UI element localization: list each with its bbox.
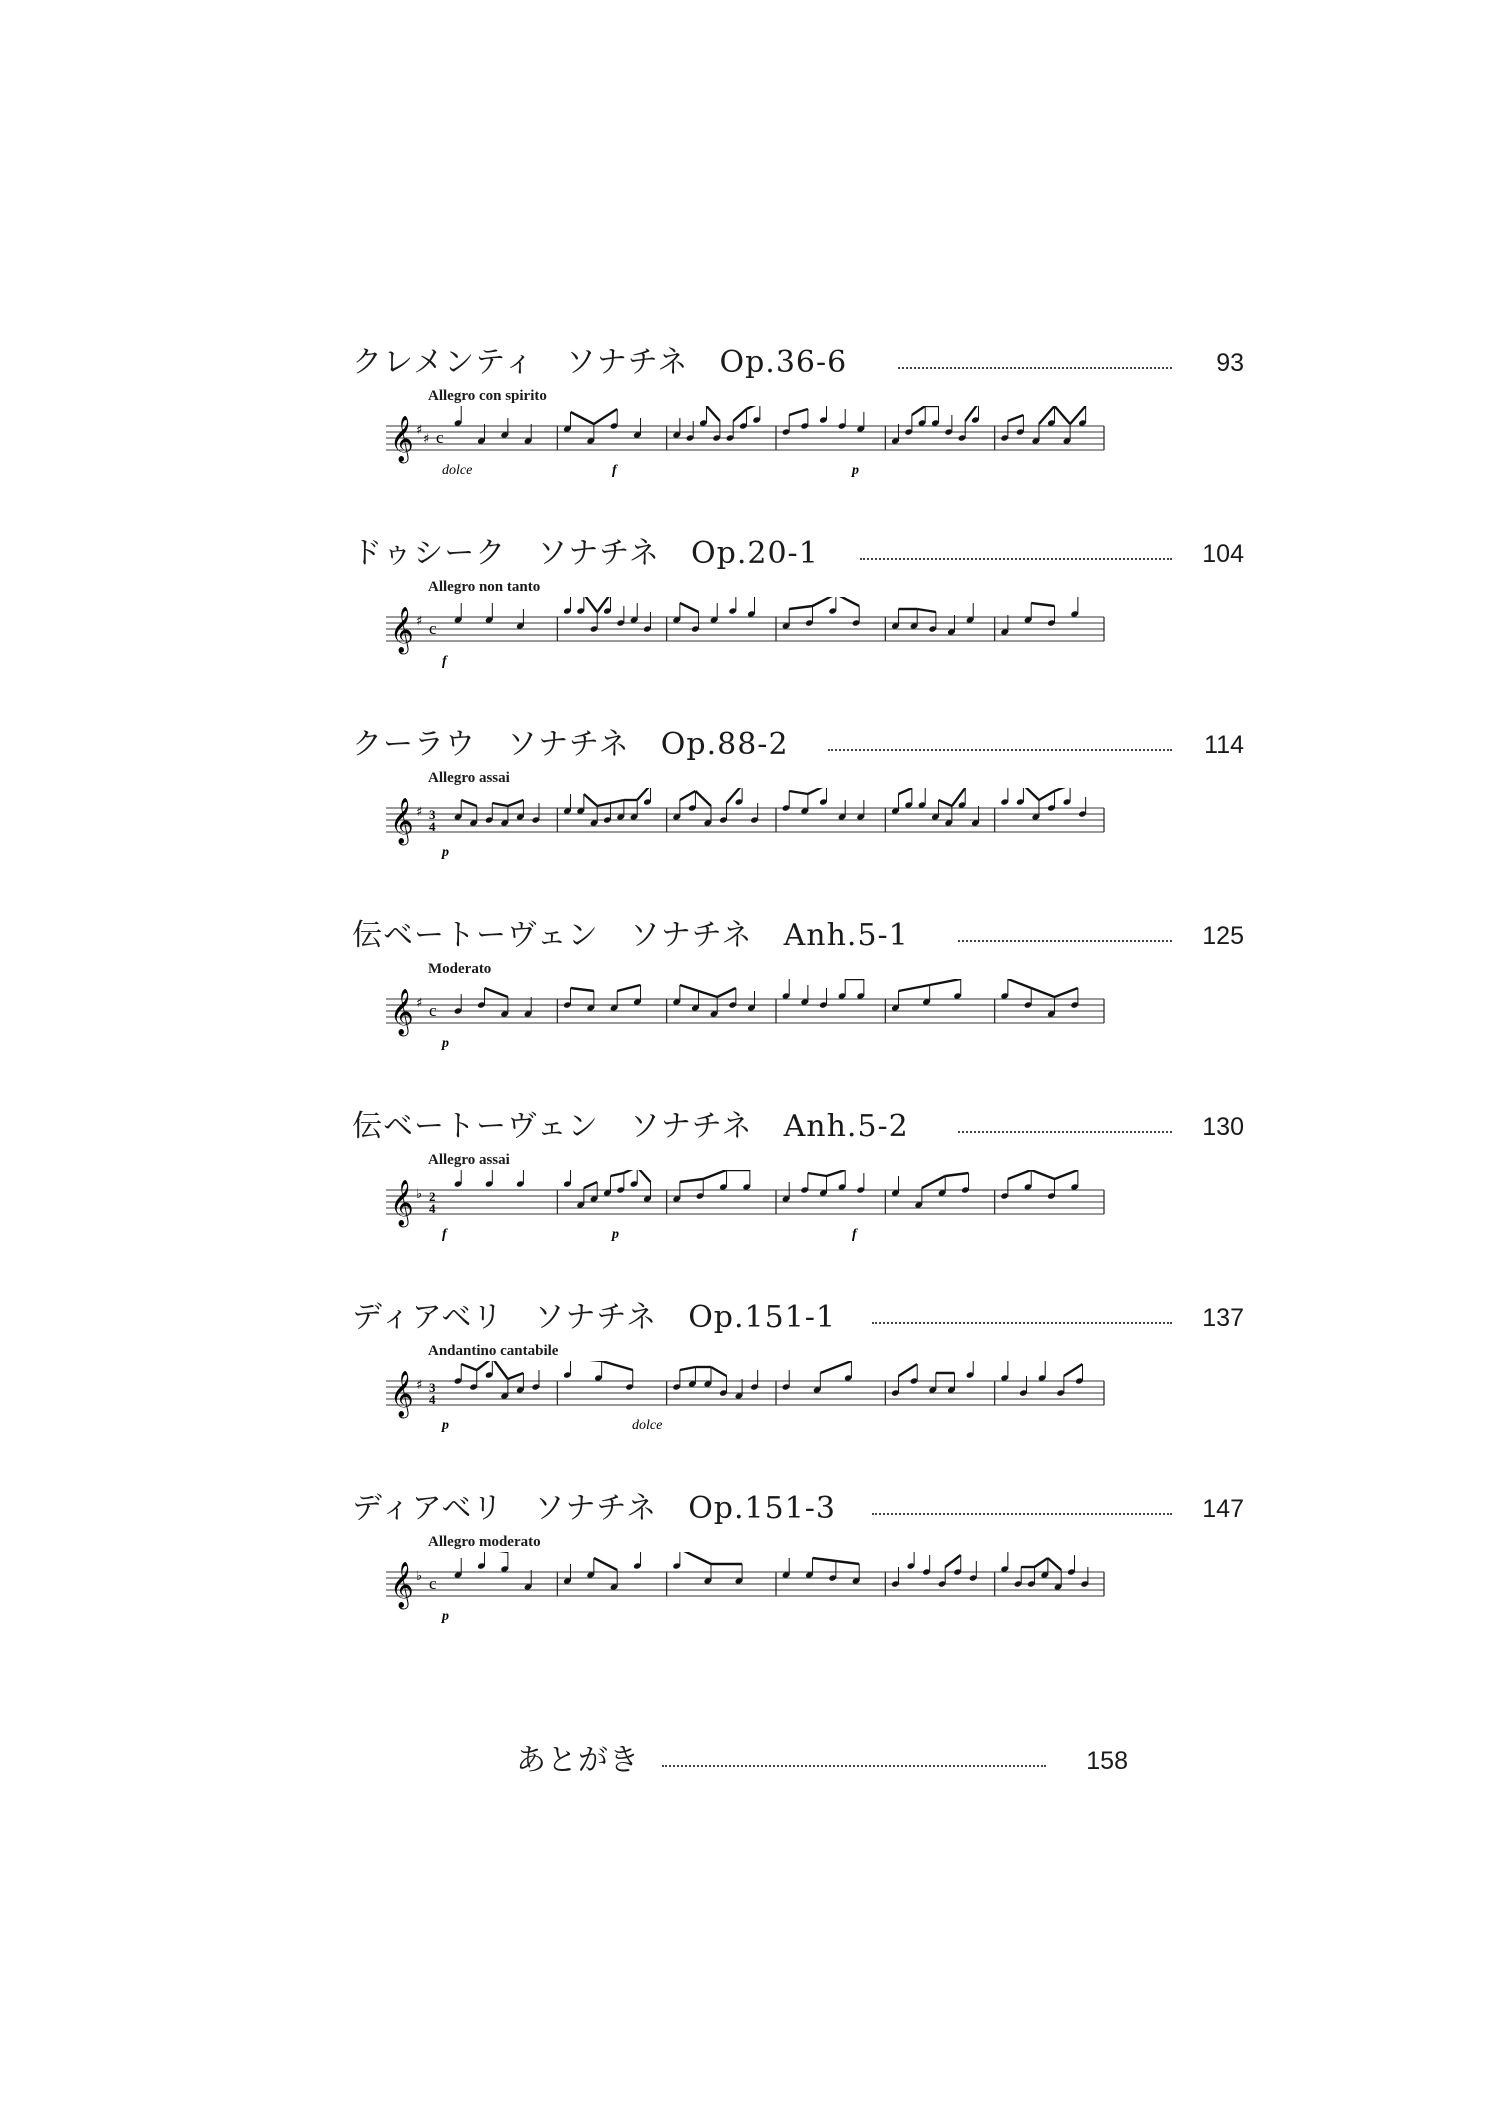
leader-dots — [872, 1322, 1172, 1324]
note-beam — [492, 1361, 508, 1379]
treble-clef-icon: 𝄞 — [390, 607, 414, 653]
common-time-icon: c — [436, 428, 444, 447]
note-beam — [611, 800, 624, 803]
leader-dots — [872, 1513, 1172, 1515]
note-beam — [1023, 788, 1039, 800]
note-beam — [624, 1170, 637, 1173]
toc-entry[interactable] — [352, 1486, 1244, 1636]
toc-entry-row — [352, 722, 1244, 768]
note-beam — [597, 803, 610, 806]
tempo-marking: Allegro moderato — [428, 1534, 541, 1550]
sonatina-title: クレメンティ ソナチネ Op.36-6 — [352, 345, 848, 380]
note-beam — [789, 791, 808, 794]
afterword-page-number: 158 — [1086, 1747, 1128, 1775]
key-signature-icon: ♯ — [423, 432, 430, 447]
note-beam — [922, 1176, 945, 1188]
dynamic-marking: p — [442, 1418, 449, 1433]
page-number: 93 — [1216, 349, 1244, 377]
leader-dots — [860, 558, 1172, 560]
note-beam — [508, 800, 524, 806]
note-beam — [594, 409, 617, 424]
note-beam — [617, 985, 640, 991]
note-beam — [695, 791, 711, 806]
note-beam — [680, 1552, 711, 1564]
sonatina-title: 伝ベートーヴェン ソナチネ Anh.5-1 — [352, 918, 909, 953]
treble-clef-icon: 𝄞 — [390, 1562, 414, 1608]
page-number: 114 — [1204, 731, 1244, 759]
music-incipit — [386, 597, 1106, 681]
note-beam — [733, 409, 746, 421]
dynamic-marking: f — [442, 654, 447, 669]
toc-entry-row — [352, 340, 1244, 386]
note-beam — [584, 794, 597, 806]
note-beam — [477, 1361, 493, 1370]
note-beam — [1039, 791, 1055, 800]
note-beam — [637, 788, 650, 800]
treble-clef-icon: 𝄞 — [390, 416, 414, 462]
dynamic-marking: f — [442, 1227, 447, 1242]
music-incipit — [386, 979, 1106, 1063]
note-beam — [1008, 1170, 1031, 1179]
note-beam — [584, 1182, 597, 1188]
sonatina-title: ディアベリ ソナチネ Op.151-1 — [352, 1300, 837, 1335]
toc-entry-row — [352, 1295, 1244, 1341]
dynamic-marking: f — [612, 463, 617, 478]
key-signature-icon: ♭ — [416, 1569, 423, 1584]
note-beam — [789, 409, 808, 415]
note-beam — [1031, 988, 1054, 997]
toc-entry-row — [352, 913, 1244, 959]
note-beam — [461, 1364, 477, 1370]
tempo-marking: Allegro assai — [428, 1152, 510, 1168]
treble-clef-icon: 𝄞 — [390, 1180, 414, 1226]
note-beam — [1031, 603, 1054, 606]
note-beam — [813, 1558, 836, 1561]
note-beam — [637, 1170, 650, 1182]
dynamic-marking: p — [442, 1609, 449, 1624]
toc-entry[interactable] — [352, 531, 1244, 681]
leader-dots — [898, 367, 1172, 369]
note-beam — [1064, 1364, 1083, 1376]
key-signature-icon: ♯ — [416, 996, 423, 1011]
music-incipit — [386, 788, 1106, 872]
note-beam — [1048, 1558, 1061, 1570]
common-time-icon: c — [429, 1574, 437, 1593]
note-beam — [485, 988, 508, 997]
key-signature-icon: ♯ — [416, 614, 423, 629]
page-number: 130 — [1202, 1113, 1244, 1141]
note-beam — [899, 985, 930, 991]
note-beam — [717, 988, 736, 997]
note-beam — [707, 406, 720, 421]
toc-entry[interactable] — [352, 340, 1244, 490]
toc-entry-row — [352, 1486, 1244, 1532]
note-beam — [594, 1558, 617, 1570]
note-beam — [836, 597, 859, 606]
leader-dots — [958, 1131, 1172, 1133]
note-beam — [611, 1173, 624, 1176]
sonatina-title: ドゥシーク ソナチネ Op.20-1 — [352, 536, 819, 571]
common-time-icon: c — [429, 1001, 437, 1020]
leader-dots — [828, 749, 1172, 751]
note-beam — [917, 609, 936, 612]
note-beam — [930, 979, 961, 985]
tempo-marking: Allegro con spirito — [428, 388, 547, 404]
time-signature-icon: 2 — [429, 1189, 436, 1204]
note-beam — [1055, 1170, 1078, 1179]
note-beam — [680, 791, 696, 800]
dynamic-marking: p — [442, 1036, 449, 1051]
note-beam — [602, 1361, 633, 1370]
note-beam — [1055, 788, 1071, 791]
toc-entry[interactable] — [352, 1104, 1244, 1254]
toc-entry[interactable] — [352, 1295, 1244, 1445]
note-beam — [699, 991, 718, 997]
note-beam — [899, 788, 912, 794]
note-beam — [820, 1361, 851, 1373]
page-number: 137 — [1202, 1304, 1244, 1332]
page-number: 125 — [1202, 922, 1244, 950]
note-beam — [711, 1367, 727, 1376]
dynamic-marking: f — [852, 1227, 857, 1242]
time-signature-icon: 3 — [429, 807, 436, 822]
key-signature-icon: ♭ — [416, 1187, 423, 1202]
sonatina-title: ディアベリ ソナチネ Op.151-3 — [352, 1491, 837, 1526]
note-beam — [747, 406, 760, 409]
note-beam — [945, 1555, 961, 1567]
note-beam — [1031, 1170, 1054, 1179]
note-beam — [899, 1364, 918, 1376]
music-incipit — [386, 1552, 1106, 1636]
tempo-marking: Allegro assai — [428, 770, 510, 786]
note-beam — [461, 800, 477, 806]
note-beam — [813, 597, 836, 606]
note-beam — [808, 1173, 827, 1176]
note-beam — [492, 803, 508, 806]
afterword-title: あとがき — [516, 1743, 640, 1778]
note-beam — [571, 412, 594, 424]
note-beam — [1055, 406, 1071, 424]
treble-clef-icon: 𝄞 — [390, 798, 414, 844]
music-incipit — [386, 406, 1106, 490]
note-beam — [836, 1561, 859, 1564]
page-number: 147 — [1202, 1495, 1244, 1523]
toc-entry-row — [352, 1104, 1244, 1150]
note-beam — [680, 603, 699, 612]
dynamic-marking: p — [612, 1227, 619, 1242]
time-signature-icon: 4 — [429, 1201, 436, 1216]
note-beam — [808, 788, 827, 794]
note-beam — [571, 988, 594, 991]
dynamic-marking: dolce — [632, 1418, 663, 1433]
treble-clef-icon: 𝄞 — [390, 989, 414, 1035]
note-beam — [584, 597, 597, 612]
treble-clef-icon: 𝄞 — [390, 1371, 414, 1417]
note-beam — [508, 1373, 524, 1379]
note-beam — [1008, 415, 1024, 421]
tempo-marking: Andantino cantabile — [428, 1343, 559, 1359]
note-beam — [789, 606, 812, 609]
toc-entry-row — [352, 531, 1244, 577]
key-signature-icon: ♯ — [416, 1378, 423, 1393]
time-signature-icon: 3 — [429, 1380, 436, 1395]
note-beam — [1008, 979, 1031, 988]
note-beam — [939, 800, 952, 806]
common-time-icon: c — [429, 619, 437, 638]
key-signature-icon: ♯ — [416, 805, 423, 820]
note-beam — [912, 406, 925, 415]
tempo-marking: Moderato — [428, 961, 492, 977]
tempo-marking: Allegro non tanto — [428, 579, 541, 595]
note-beam — [680, 1367, 696, 1370]
afterword-entry[interactable] — [516, 1738, 1128, 1784]
note-beam — [680, 985, 699, 991]
dynamic-marking: p — [852, 463, 859, 478]
note-beam — [1055, 988, 1078, 997]
page-number: 104 — [1202, 540, 1244, 568]
note-beam — [945, 1173, 968, 1176]
dynamic-marking: dolce — [442, 463, 473, 478]
note-beam — [703, 1170, 726, 1179]
note-beam — [1035, 1558, 1048, 1567]
note-beam — [827, 1170, 846, 1176]
dynamic-marking: p — [442, 845, 449, 860]
note-beam — [680, 1179, 703, 1182]
toc-entry[interactable] — [352, 722, 1244, 872]
key-signature-icon: ♯ — [416, 423, 423, 438]
music-incipit — [386, 1170, 1106, 1254]
sonatina-title: クーラウ ソナチネ Op.88-2 — [352, 727, 789, 762]
music-incipit — [386, 1361, 1106, 1445]
leader-dots — [662, 1765, 1046, 1767]
leader-dots — [958, 940, 1172, 942]
time-signature-icon: 4 — [429, 819, 436, 834]
time-signature-icon: 4 — [429, 1392, 436, 1407]
sonatina-title: 伝ベートーヴェン ソナチネ Anh.5-2 — [352, 1109, 909, 1144]
toc-entry[interactable] — [352, 913, 1244, 1063]
